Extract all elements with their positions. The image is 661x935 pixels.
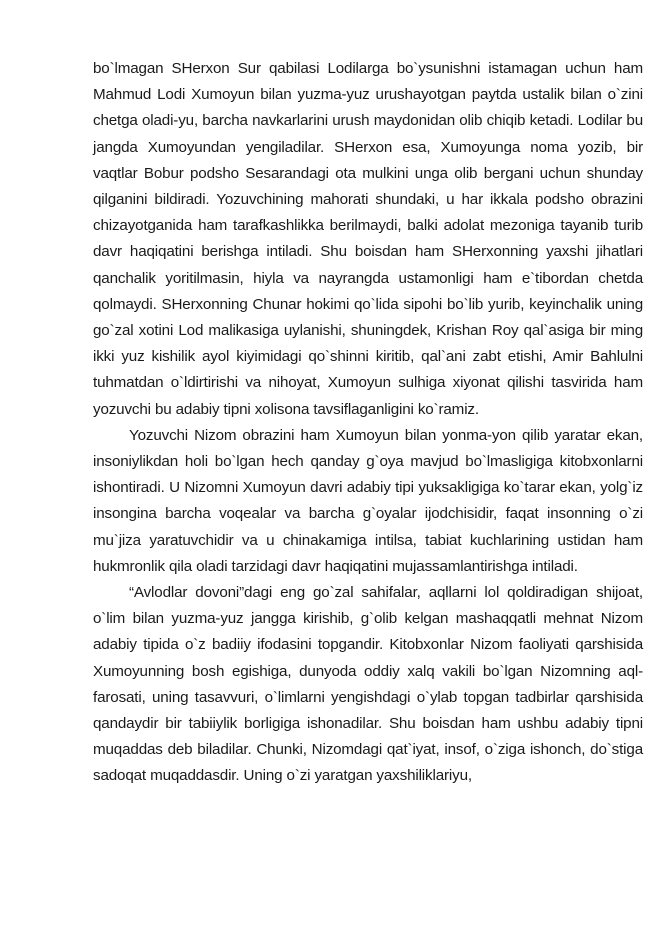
paragraph-3: “Avlodlar dovoni”dagi eng go`zal sahifalar, aqllarni lol qoldiradigan shijoat, o`lim bilan yuzma-yuz jangga kirishib, g`olib kelgan mashaqqatli mehnat Nizom adabiy tipida o`z badiiy ifodasini topgandir. Kitobxonlar Nizom faoliyati qarshisida Xumoyunning bosh egishiga, dunyoda oddiy xalq vakili bo`lgan Nizomning aql-farosati, uning tasavvuri, o`limlarni yengishdagi o`ylab topgan tadbirlar qarshisida qandaydir bir tabiiylik borligiga ishonadilar. Shu boisdan ham ushbu adabiy tipni muqaddas deb biladilar. Chunki, Nizomdagi qat`iyat, insof, o`ziga ishonch, do`stiga sadoqat muqaddasdir. Uning o`zi yaratgan yaxshiliklariyu, — [93, 584, 643, 785]
paragraph-1: bo`lmagan SHerxon Sur qabilasi Lodilarga bo`ysunishni istamagan uchun ham Mahmud Lodi Xumoyun bilan yuzma-yuz urushayotgan paytda ustalik bilan o`zini chetga oladi-yu, barcha navkarlarini urush maydonidan olib chiqib ketadi. Lodilar bu jangda Xumoyundan yengiladilar. SHerxon esa, Xumoyunga noma yozib, bir vaqtlar Bobur podsho Sesarandagi ota mulkini unga olib bergani uchun shunday qilganini bildiradi. Yozuvchining mahorati shundaki, u har ikkala podsho obrazini chizayotganida ham tarafkashlikka berilmaydi, balki adolat mezoniga tayanib turib davr haqiqatini berishga intiladi. Shu boisdan ham SHerxonning yaxshi jihatlari qanchalik yoritilmasin, hiyla va nayrangda ustamonligi ham e`tibordan chetda qolmaydi. SHerxonning Chunar hokimi qo`lida sipohi bo`lib yurib, keyinchalik uning go`zal xotini Lod malikasiga uylanishi, shuningdek, Krishan Roy qal`asiga bir ming ikki yuz kishilik ayol kiyimidagi qo`shinni kiritib, qal`ani zabt etishi, Amir Bahlulni tuhmatdan o`ldirtirishi va nihoyat, Xumoyun sulhiga xiyonat qilishi tasvirida ham yozuvchi bu adabiy tipni xolisona tavsiflaganligini ko`ramiz. — [93, 60, 643, 418]
paragraph-2: Yozuvchi Nizom obrazini ham Xumoyun bilan yonma-yon qilib yaratar ekan, insoniylikdan holi bo`lgan hech qanday g`oya mavjud bo`lmasligiga kitobxonlarni ishontiradi. U Nizomni Xumoyun davri adabiy tipi yuksakligiga ko`tarar ekan, yolg`iz insongina barcha voqealar va barcha g`oyalar ijodchisidir, faqat insonning o`zi mu`jiza yaratuvchidir va u chinakamiga intilsa, tabiat kuchlarining ustidan ham hukmronlik qila oladi tarzidagi davr haqiqatini mujassamlantirishga intiladi. — [93, 426, 643, 575]
document-page — [93, 56, 643, 790]
